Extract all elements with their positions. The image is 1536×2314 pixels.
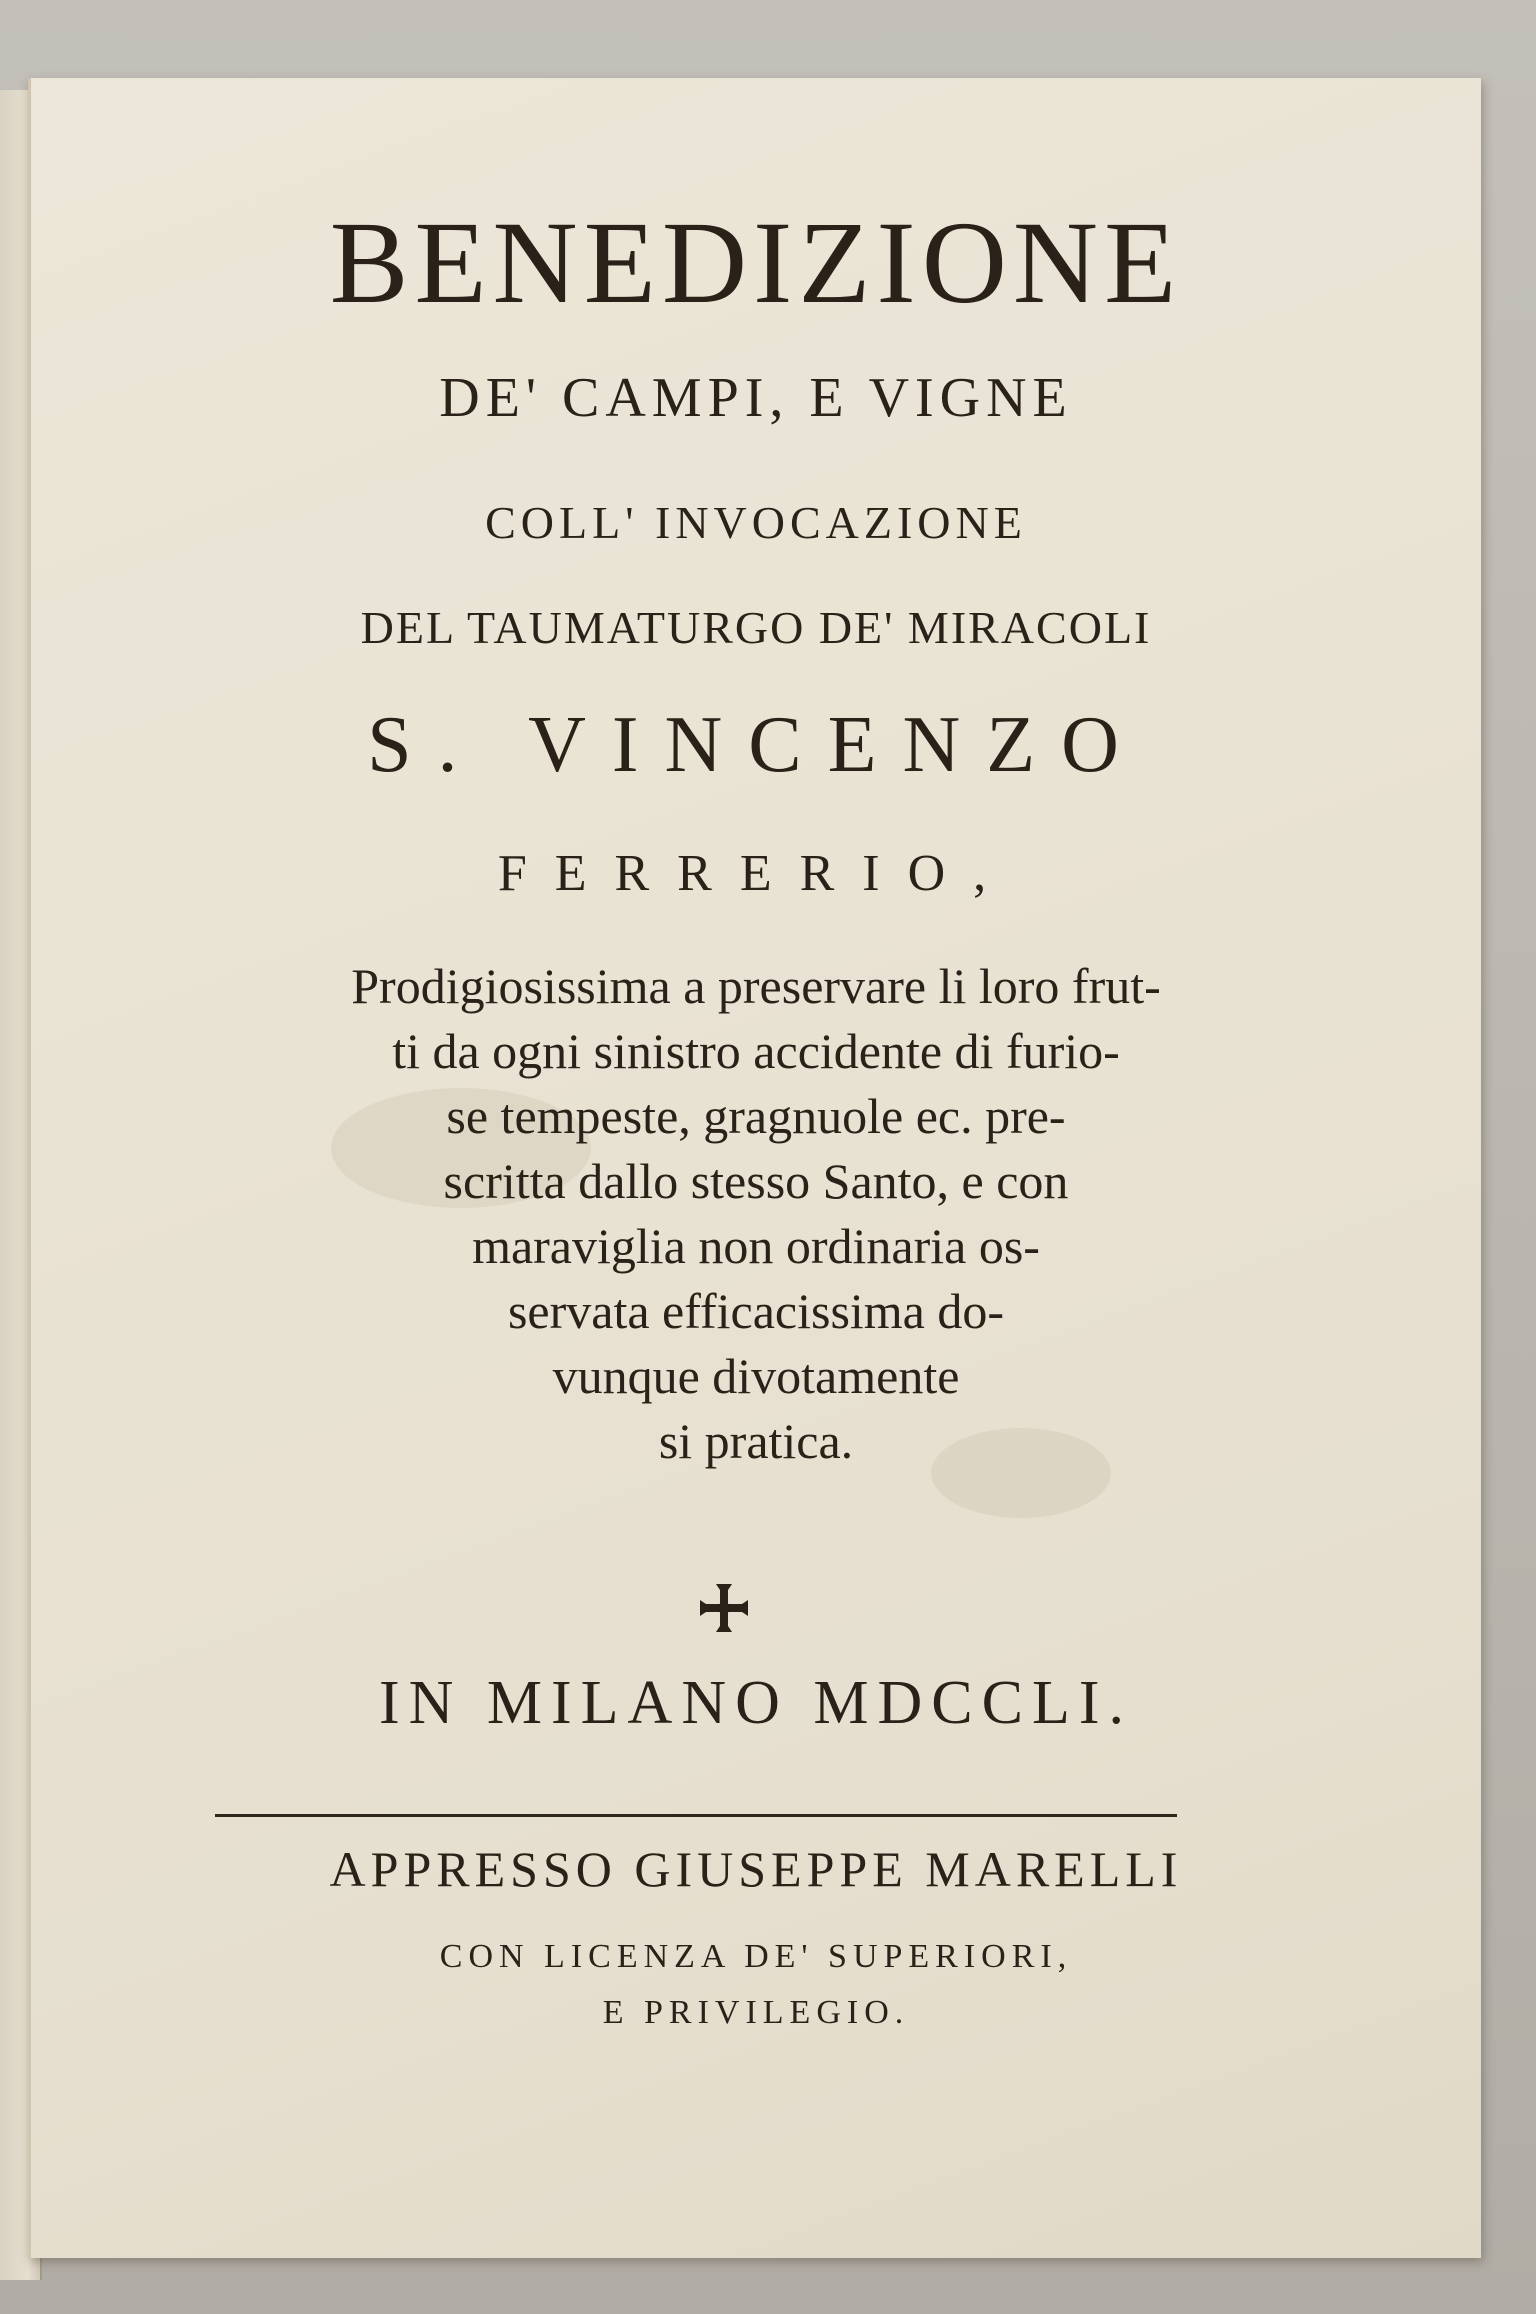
description-line: se tempeste, gragnuole ec. pre- bbox=[446, 1088, 1066, 1144]
saint-surname: FERRERIO, bbox=[497, 845, 1015, 902]
divider-rule bbox=[215, 1814, 1177, 1817]
description-line: maraviglia non ordinaria os- bbox=[472, 1218, 1040, 1274]
subtitle-line-1: DE' CAMPI, E VIGNE bbox=[439, 367, 1073, 429]
license-line-1: CON LICENZA DE' SUPERIORI, bbox=[439, 1938, 1073, 1975]
subtitle-line-3: DEL TAUMATURGO DE' MIRACOLI bbox=[360, 602, 1152, 653]
subtitle-line-2: COLL' INVOCAZIONE bbox=[485, 497, 1027, 548]
description-line: vunque divotamente bbox=[552, 1348, 960, 1404]
book-title: BENEDIZIONE bbox=[329, 197, 1183, 328]
description-line: servata efficacissima do- bbox=[507, 1283, 1005, 1339]
description-line: scritta dallo stesso Santo, e con bbox=[443, 1153, 1069, 1209]
place-and-date: IN MILANO MDCCLI. bbox=[378, 1669, 1134, 1737]
description-line: Prodigiosissima a preservare li loro frut- bbox=[351, 958, 1161, 1014]
cross-fleuron-icon bbox=[696, 1580, 752, 1636]
description-line: ti da ogni sinistro accidente di furio- bbox=[392, 1023, 1120, 1079]
license-line-2: E PRIVILEGIO. bbox=[602, 1994, 910, 2031]
saint-name: S. VINCENZO bbox=[367, 701, 1145, 789]
printer-imprint: APPRESSO GIUSEPPE MARELLI bbox=[329, 1841, 1183, 1897]
title-page bbox=[28, 78, 1481, 2258]
description-line: si pratica. bbox=[658, 1413, 854, 1469]
description-paragraph bbox=[31, 954, 1481, 1474]
